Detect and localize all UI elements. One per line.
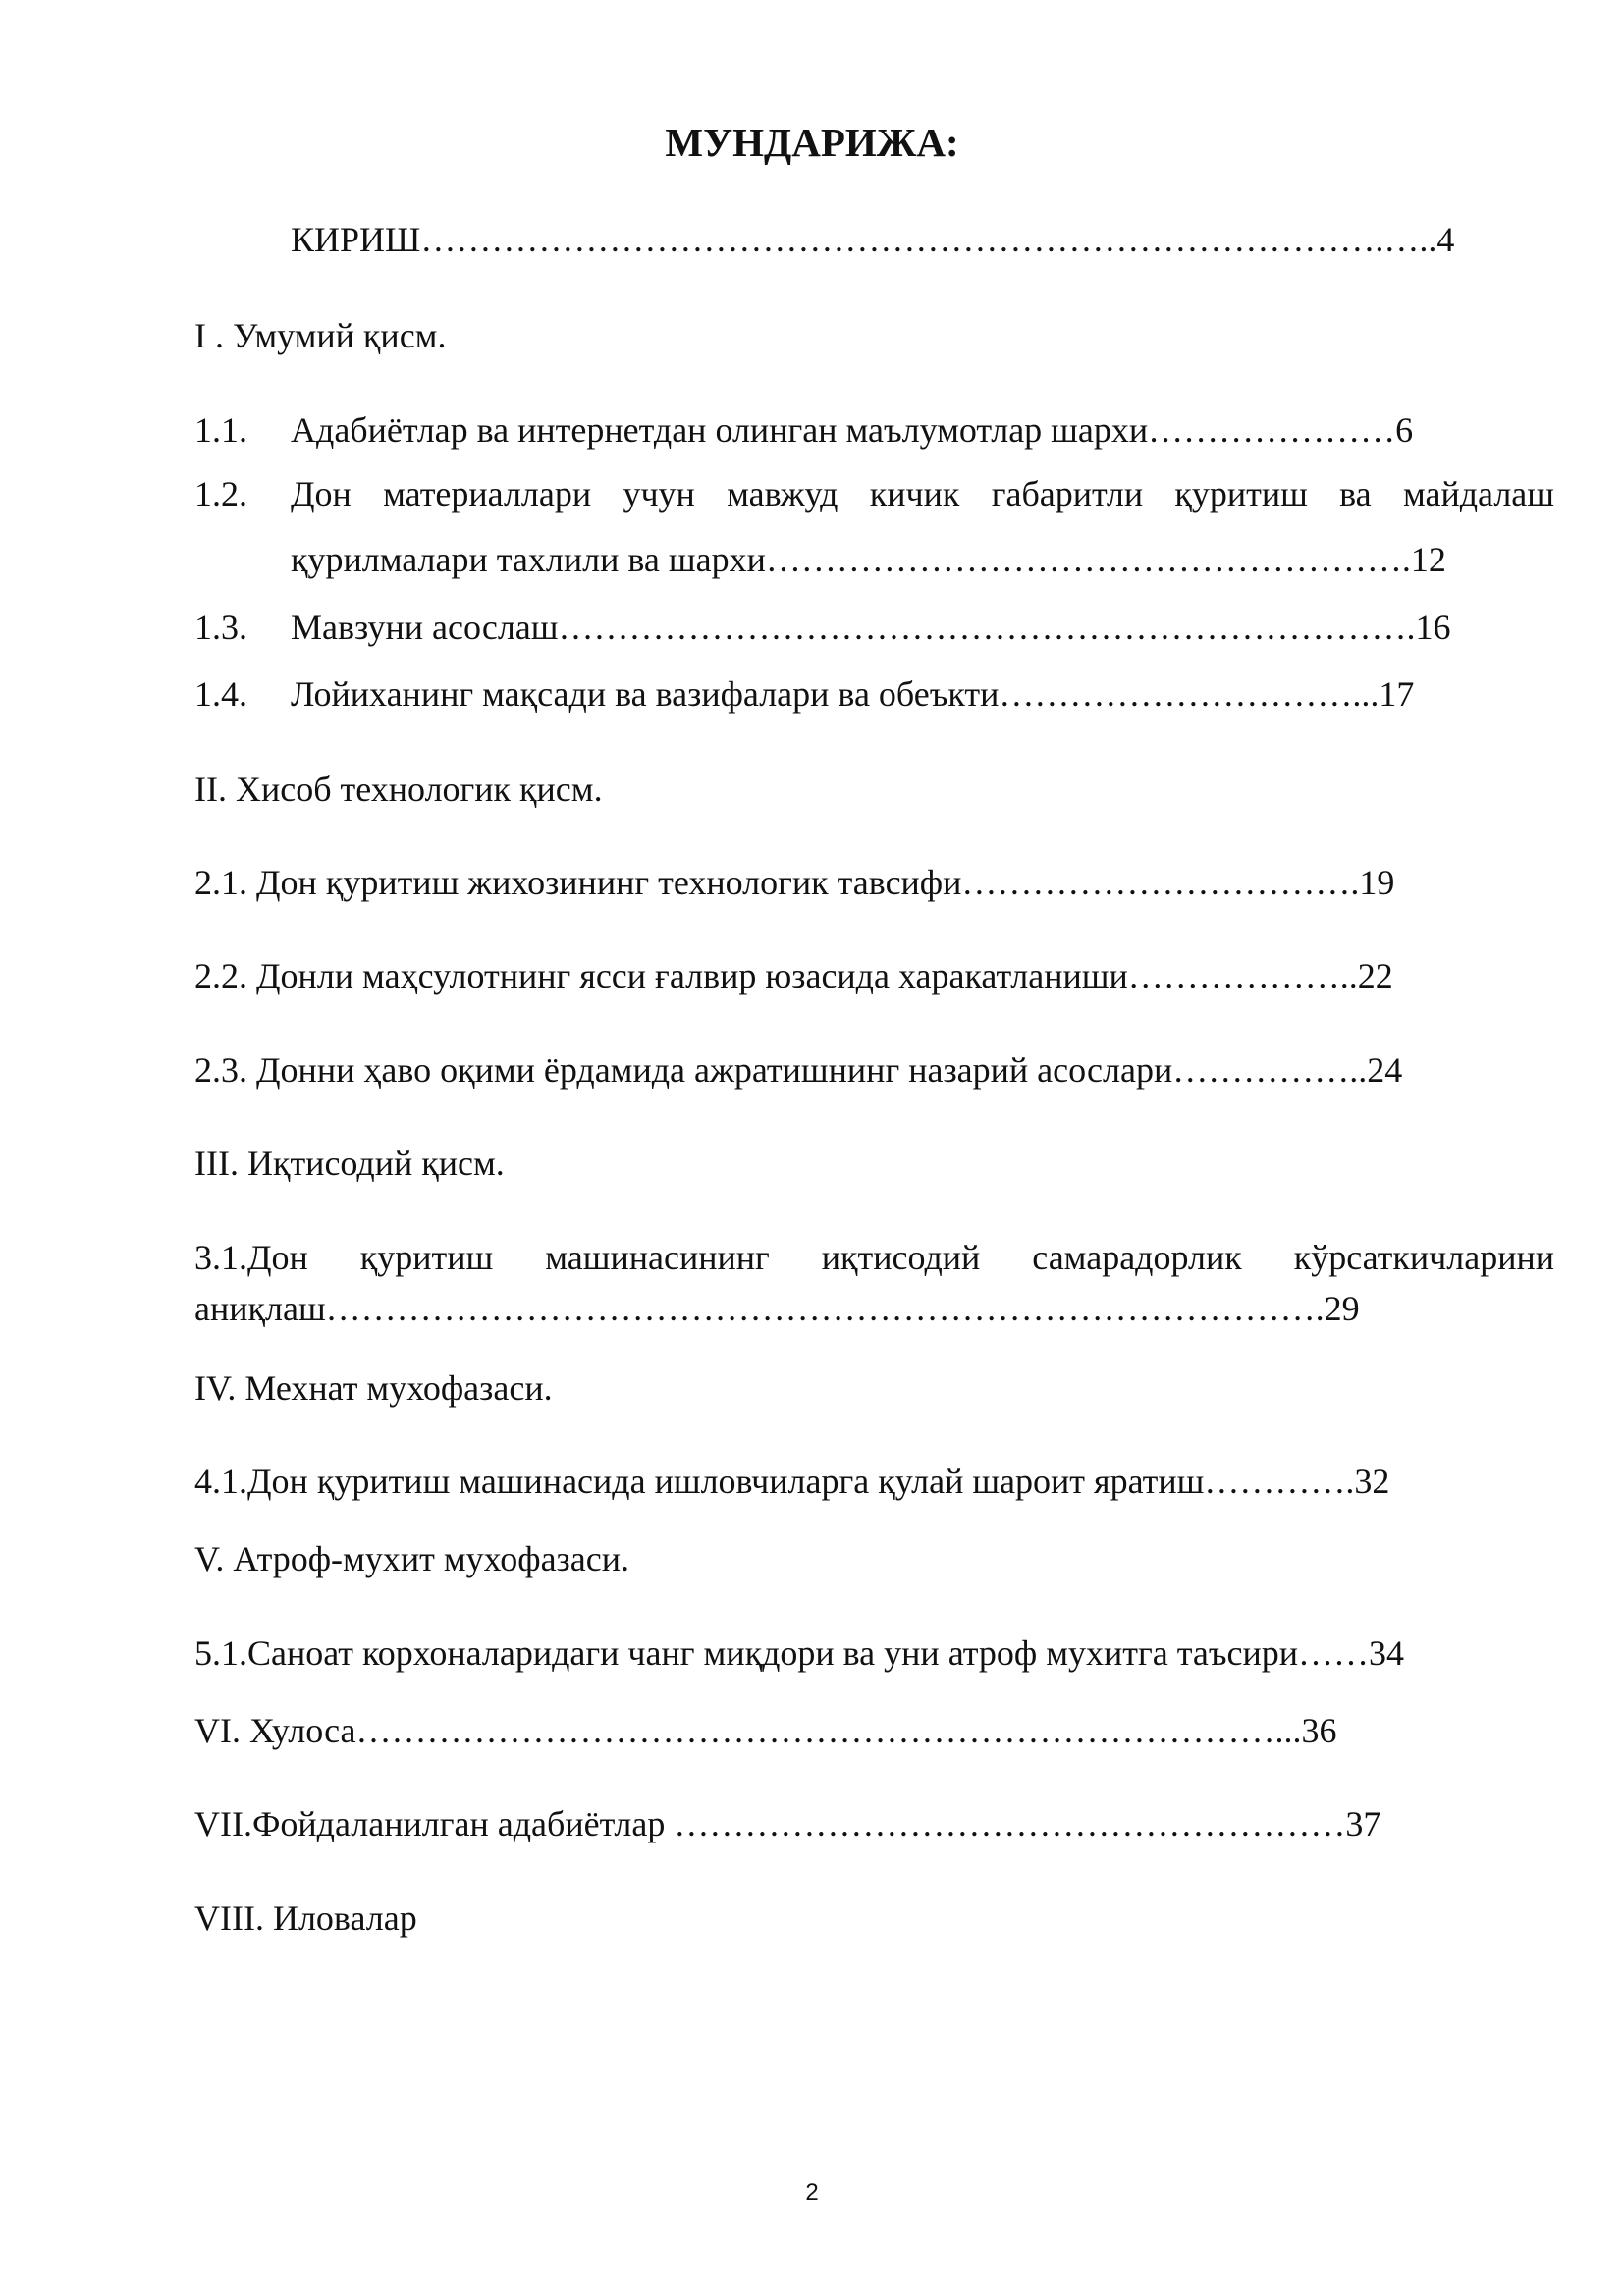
toc-entry-1-3	[0, 606, 1624, 649]
toc-part-2: II. Хисоб технологик қисм.	[194, 770, 603, 809]
toc-entry-2-1: 2.1. Дон қуритиш жихозининг технологик тавсифи…………………………….19	[194, 863, 1395, 902]
toc-entry-3-1-line1: 3.1.Дон қуритиш машинасининг иқтисодий самарадорлик кўрсаткичларини	[194, 1238, 1554, 1277]
toc-entry-1-4	[0, 672, 1624, 716]
toc-entry-2-2: 2.2. Донли маҳсулотнинг ясси ғалвир юзасида харакатланиши………………..22	[194, 956, 1393, 995]
toc-entry-number: 1.3.	[194, 608, 247, 647]
page-number: 2	[805, 2179, 819, 2206]
toc-part-1: I . Умумий қисм.	[194, 316, 447, 355]
toc-part-5: V. Атроф-мухит мухофазаси.	[194, 1539, 629, 1578]
toc-entry-number: 1.4.	[194, 674, 247, 714]
toc-entry-5-1: 5.1.Саноат корхоналаридаги чанг миқдори ва уни атроф мухитга таъсири……34	[194, 1633, 1405, 1673]
toc-part-4: IV. Мехнат мухофазаси.	[194, 1368, 553, 1408]
toc-entry-4-1: 4.1.Дон қуритиш машинасида ишловчиларга қулай шароит яратиш………….32	[194, 1462, 1390, 1501]
toc-entry-number: 1.2.	[194, 474, 247, 513]
toc-entry-text: Адабиётлар ва интернетдан олинган маълумотлар шархи…………………6	[291, 410, 1414, 450]
toc-entry-text-line1: Дон материаллари учун мавжуд кичик габаритли қуритиш ва майдалаш	[291, 474, 1554, 513]
toc-entry-number: 1.1.	[194, 410, 247, 450]
toc-entry-1-1	[0, 408, 1624, 452]
toc-entry-3-1-line2: аниқлаш………………………………………………………………………….29	[194, 1289, 1360, 1328]
toc-part-3: III. Иқтисодий қисм.	[194, 1144, 505, 1183]
toc-entry-1-2	[0, 472, 1624, 515]
page-title: МУНДАРИЖА:	[665, 120, 959, 165]
toc-entry-text: Мавзуни асослаш……………………………………………………………….16	[291, 608, 1451, 647]
toc-part-7: VII.Фойдаланилган адабиётлар …………………………………………………37	[194, 1804, 1381, 1843]
toc-entry-text: Лойиханинг мақсади ва вазифалари ва обеъкти…………………………...17	[291, 674, 1415, 714]
toc-entry-intro: КИРИШ……………………………………………………………………….…..4	[291, 220, 1455, 259]
toc-part-8: VIII. Иловалар	[194, 1898, 417, 1938]
toc-part-6: VI. Хулоса……………………………………………………………………...36	[194, 1711, 1337, 1750]
toc-entry-1-2-line2: қурилмалари тахлили ва шархи……………………………………………….12	[291, 540, 1446, 579]
toc-entry-2-3: 2.3. Донни ҳаво оқими ёрдамида ажратишнинг назарий асослари……………..24	[194, 1050, 1403, 1090]
